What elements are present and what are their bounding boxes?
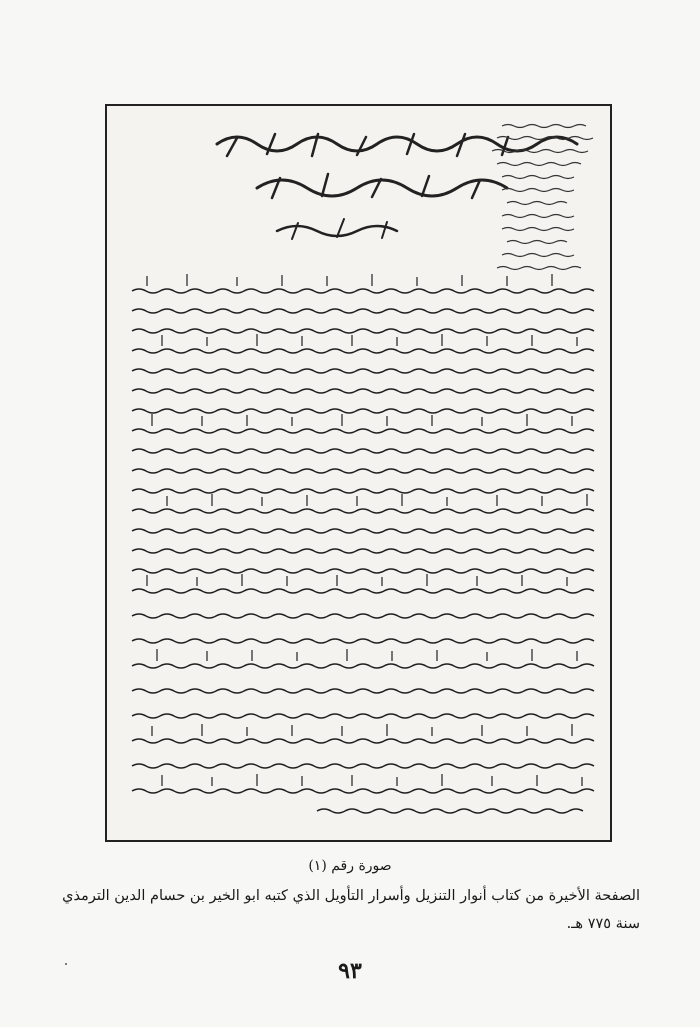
manuscript-margin-notes [492,125,593,270]
manuscript-image [107,106,612,842]
manuscript-body-lines [132,289,594,813]
scan-speck [65,963,67,965]
figure-caption-description: الصفحة الأخيرة من كتاب أنوار التنزيل وأسرار التأويل الذي كتبه ابو الخير بن حسام الدين الترمذي سنة ٧٧٥ هـ. [62,888,640,932]
manuscript-image-frame [105,104,612,842]
figure-caption-title: صورة رقم (١) [308,858,392,874]
page-number: ٩٣ [338,958,362,984]
